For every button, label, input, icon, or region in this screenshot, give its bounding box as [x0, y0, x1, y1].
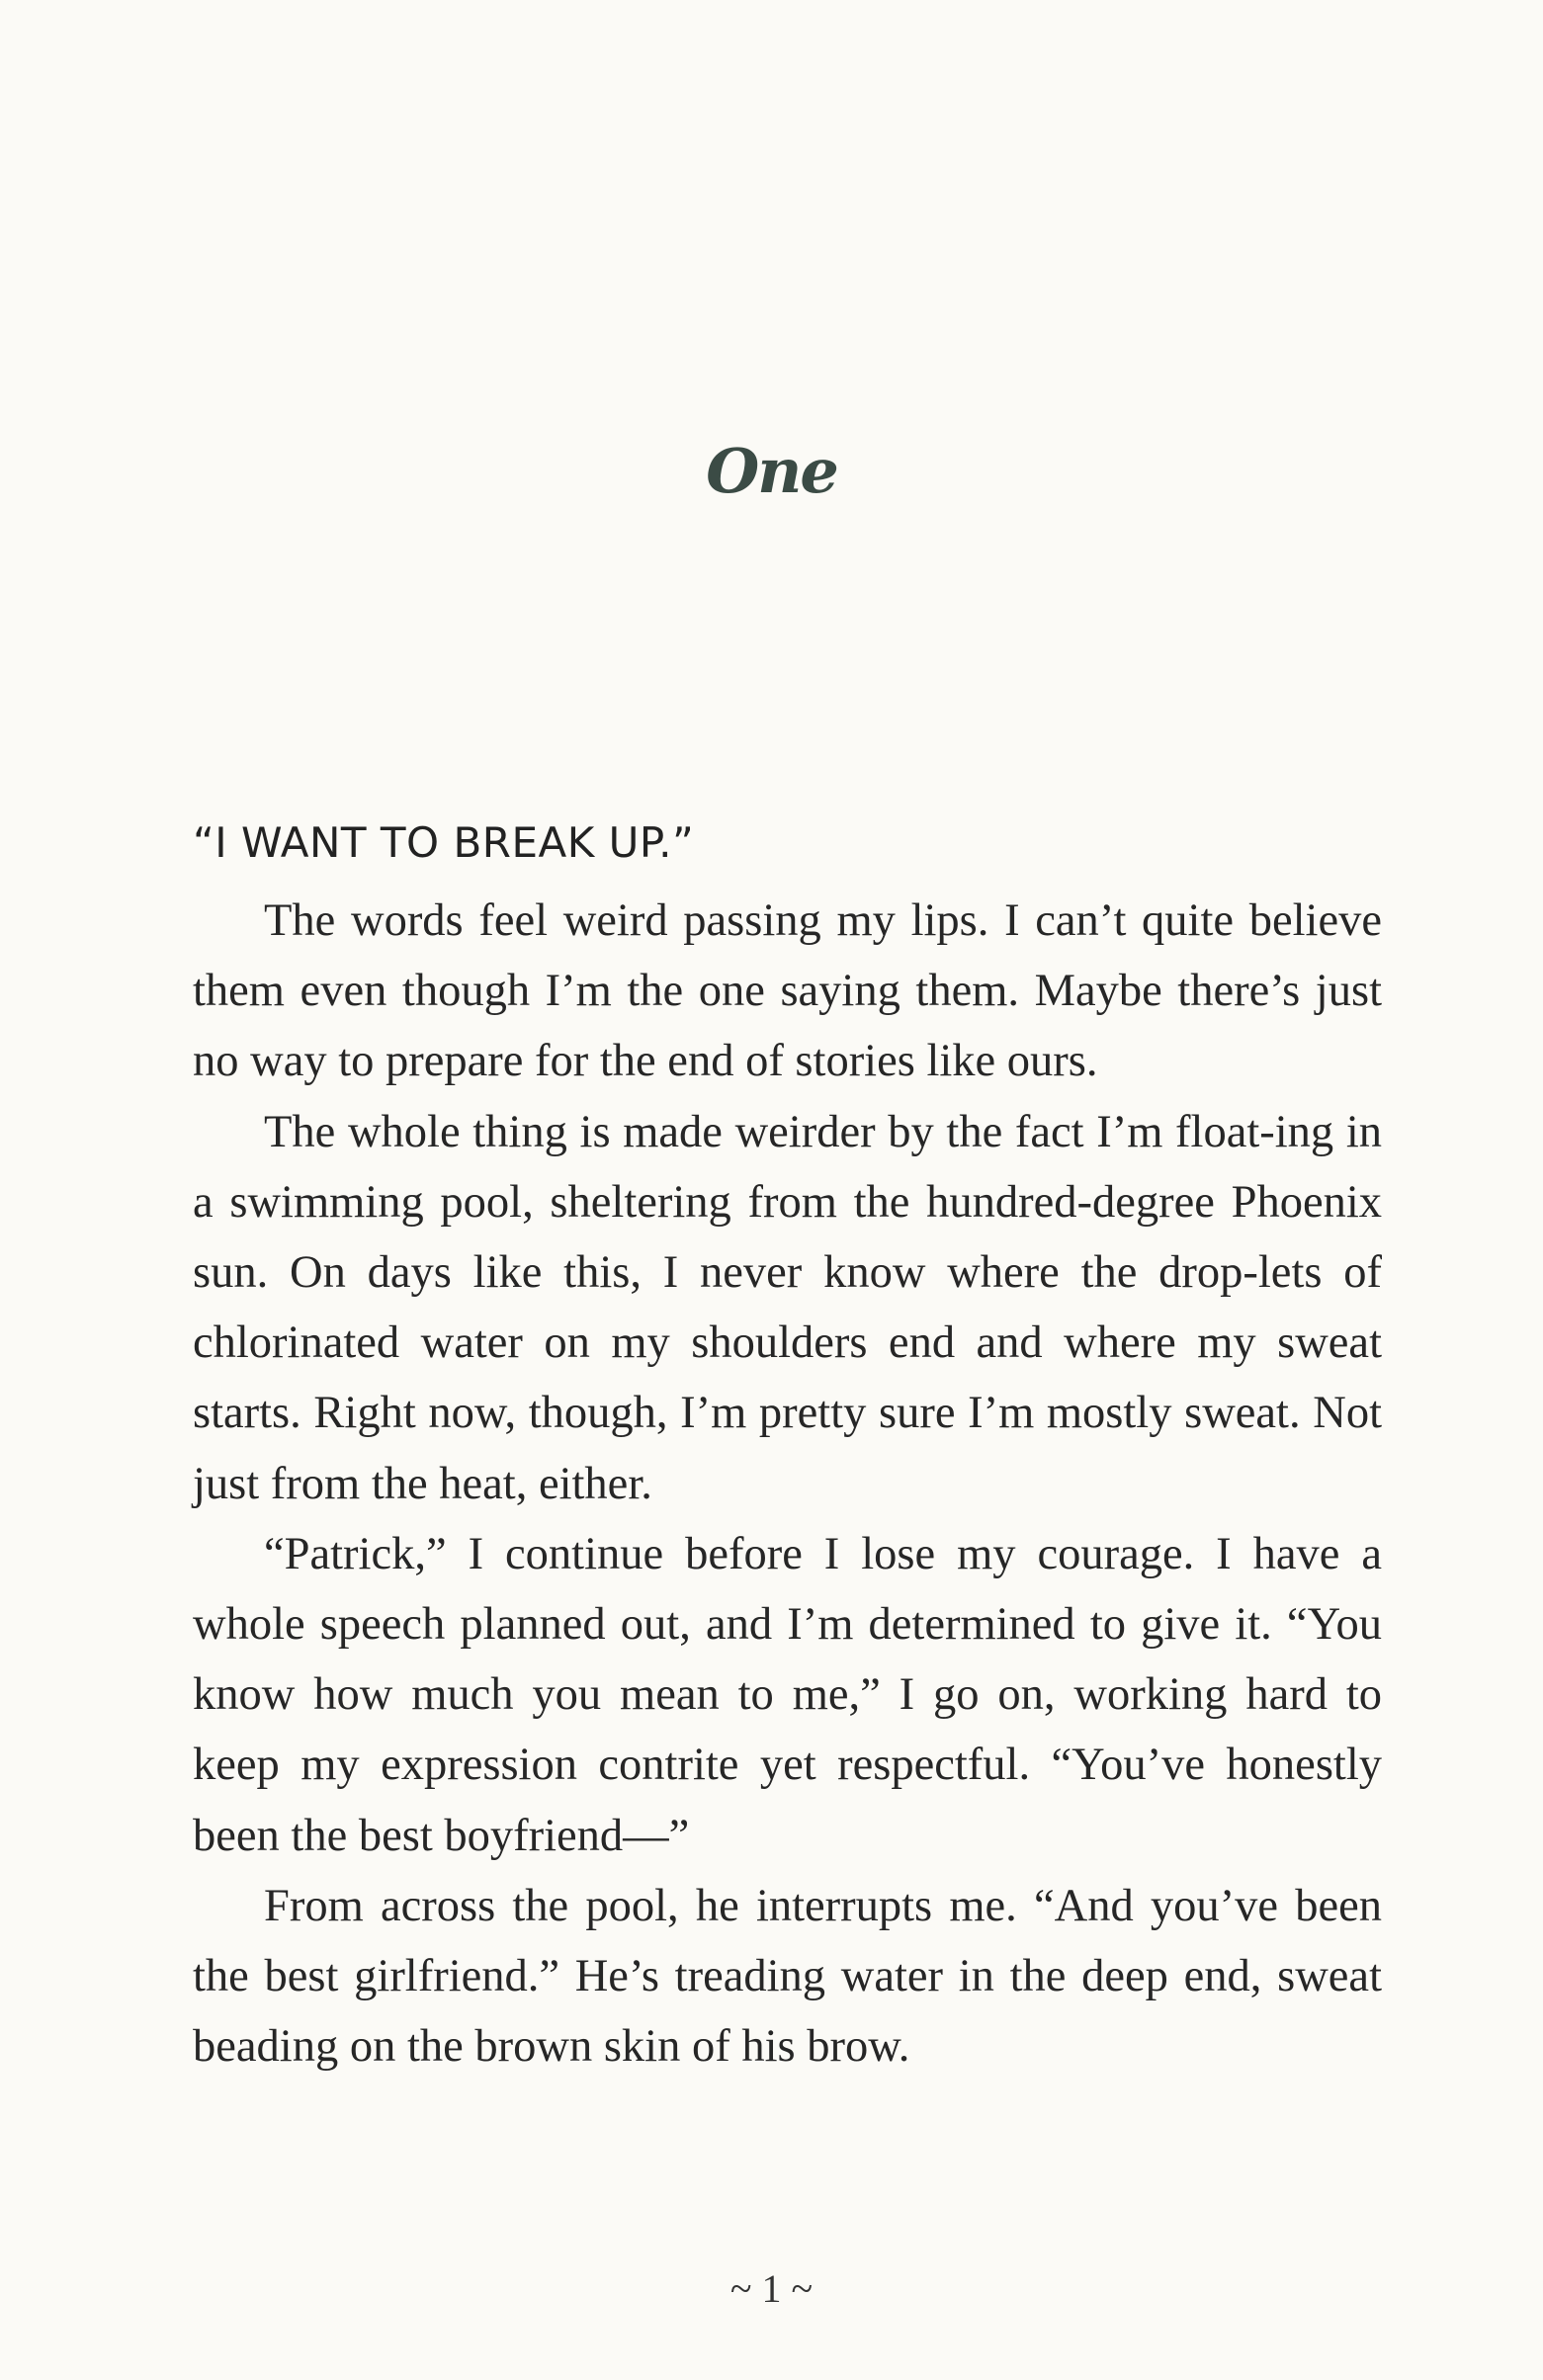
chapter-title: One — [706, 435, 837, 507]
paragraph: “Patrick,” I continue before I lose my courage. I have a whole speech planned out, and I’m determined to give it. “You know how much you mean to me,” I go on, working hard to keep my expression contrite yet respectful. “You’ve honestly been the best boyfriend—” — [193, 1528, 1382, 1861]
page-number: ~ 1 ~ — [729, 2266, 814, 2311]
paragraph: The words feel weird passing my lips. I can’t quite believe them even though I’m the one saying them. Maybe there’s just no way to prepare for the end of stories like ours. — [193, 895, 1382, 1087]
chapter-opening-line: “I WANT TO BREAK UP.” — [193, 818, 695, 867]
paragraph: From across the pool, he interrupts me. “And you’ve been the best girlfriend.” He’s treading water in the deep end, sweat beading on the brown skin of his brow. — [193, 1880, 1382, 2073]
paragraph: The whole thing is made weirder by the fact I’m float-ing in a swimming pool, sheltering from the hundred-degree Phoenix sun. On days like this, I never know where the drop-lets of chlorinated water on my shoulders end and where my sweat starts. Right now, though, I’m pretty sure I’m mostly sweat. Not just from the heat, either. — [193, 1106, 1382, 1509]
chapter-body — [193, 886, 1382, 2082]
